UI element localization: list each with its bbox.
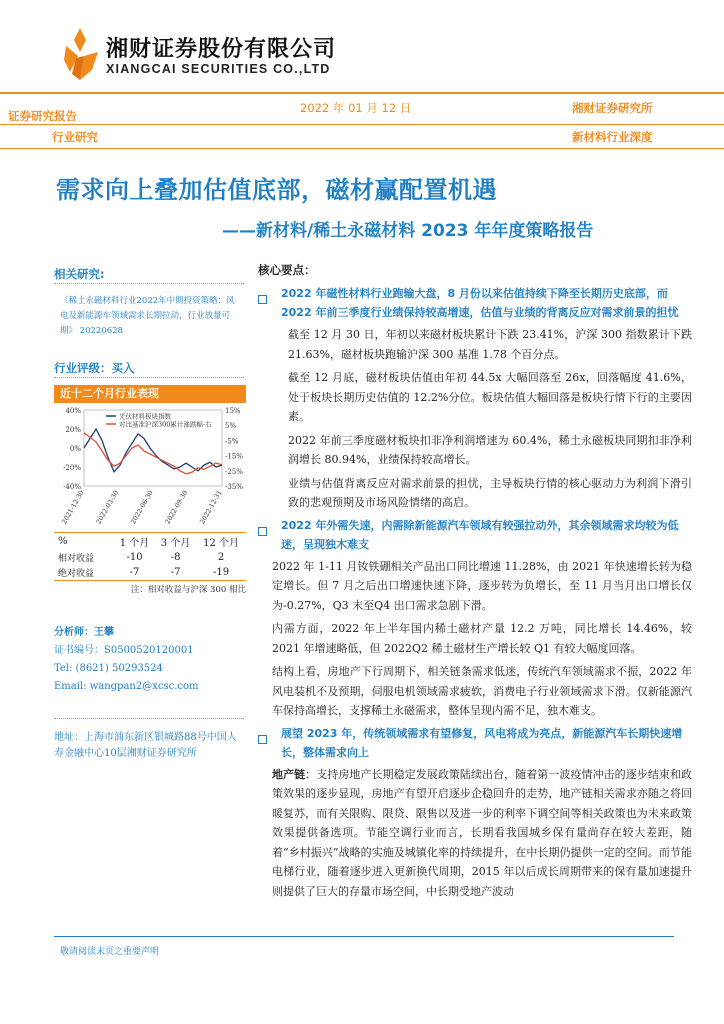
- bullet-2-para-2: 内需方面，2022 年上半年国内稀土磁材产量 12.2 万吨，同比增长 14.46%，较 2021 年增速略低，但 2022Q2 稀土磁材生产增长较 Q1 有较大幅度回落。: [272, 622, 692, 655]
- left-tick-label: 0%: [69, 445, 81, 453]
- analyst-name: 分析师：王攀: [54, 627, 114, 638]
- report-subcategory: 新材料行业深度: [572, 130, 653, 144]
- bullet-3-text: ：支持房地产长期稳定发展政策陆续出台，随着第一波疫情冲击的逐步结束和政策效果的逐步显现，房地产有望开启逐步企稳回升的走势，地产链相关需求亦随之将回暖复苏，而有关限购、限贷、限售以及进一步的利率下调空间等相关政策也为未来政策效果提供备选项。节能空调行业而言，长期看我国城乡保有量尚存在较大差距，随着“乡村振兴”战略的实施及城镇化率的持续提升，在中长期仍提供一定的空间。而节能电梯行业，随着逐步进入更新换代周期，2015 年以后成长周期带来的保有量加速提升则提供了巨大的存量市场空间，中长期受地产波动: [272, 767, 693, 898]
- table-bottom-line: [54, 580, 246, 581]
- table-row-label: 相对收益: [58, 554, 95, 564]
- x-tick-label: 2021-12-30: [60, 489, 86, 526]
- left-tick-label: -40%: [63, 483, 81, 491]
- table-row-label: 绝对收益: [58, 569, 95, 579]
- legend-label-2: 对比基准沪深300累计涨跌幅-右: [119, 420, 212, 429]
- related-research-label: 相关研究:: [54, 267, 105, 281]
- core-heading: 核心要点：: [258, 263, 316, 277]
- bullet-1-para-4: 业绩与估值背离反应对需求前景的担忧，主导板块行情的核心驱动力为利润下滑引致的悲观预期及市场风险情绪的高启。: [288, 476, 692, 509]
- report-category: 行业研究: [52, 130, 98, 144]
- rating-divider: [54, 377, 244, 378]
- left-tick-label: 40%: [65, 407, 81, 415]
- bullet-2-heading: 2022 年外需失速，内需除新能源汽车领域有较强拉动外，其余领域需求均较为低迷，呈现独木难支: [281, 518, 679, 551]
- bullet-square-icon: [258, 527, 267, 536]
- related-divider: [54, 283, 244, 284]
- report-subtitle: ——新材料/稀土永磁材料 2023 年年度策略报告: [222, 221, 594, 241]
- table-cell: -19: [212, 567, 230, 578]
- bullet-1-heading: 2022 年磁性材料行业跑输大盘，8 月份以来估值持续下降至长期历史底部，而 2022 年前三季度行业绩保持较高增速，估值与业绩的背离反应对需求前景的担忧: [281, 287, 679, 319]
- table-row: [54, 550, 246, 565]
- analyst-email[interactable]: Email: wangpan2@xcsc.com: [54, 681, 199, 692]
- analyst-tel: Tel: (8621) 50293524: [54, 663, 163, 674]
- right-tick-label: -25%: [225, 467, 243, 476]
- table-header-cell: 3 个月: [160, 538, 191, 549]
- header-top-line: [0, 92, 724, 94]
- company-name-en: XIANGCAI SECURITIES CO.,LTD: [106, 62, 331, 76]
- table-header-cell: 1 个月: [119, 538, 150, 549]
- right-tick-label: -35%: [225, 483, 243, 491]
- report-type: 证券研究报告: [8, 109, 77, 123]
- performance-table-wrap: [54, 532, 246, 595]
- report-title: 需求向上叠加估值底部，磁材赢配置机遇: [56, 176, 497, 204]
- bullet-3: [258, 724, 692, 762]
- table-cell: -8: [170, 552, 181, 563]
- table-cell: 2: [217, 552, 225, 563]
- bullet-square-icon: [258, 295, 267, 304]
- x-tick-label: 2022-09-30: [163, 489, 190, 526]
- right-tick-label: -5%: [225, 437, 239, 446]
- bullet-1-para-3: 2022 年前三季度磁材板块扣非净利润增速为 60.4%，稀土永磁板块同期扣非净利润增长 80.94%，业绩保持较高增长。: [288, 433, 692, 466]
- right-tick-label: -15%: [225, 452, 243, 461]
- analyst-cert: 证书编号：S0500520120001: [54, 645, 194, 656]
- series-line-1: [84, 429, 222, 472]
- industry-rating: 行业评级：买入: [54, 361, 135, 375]
- report-date: 2022 年 01 月 12 日: [300, 101, 412, 115]
- x-tick-label: 2022-12-31: [198, 489, 224, 526]
- table-note: 注：相对收益与沪深 300 相比: [130, 585, 246, 595]
- bullet-2-para-3: 结构上看，房地产下行周期下，相关链条需求低迷，传统汽车领域需求不振，2022 年风电装机不及预期，伺服电机领域需求疲软，消费电子行业领域需求下滑。仅新能源汽车保持高增长，支撑稀土永磁需求，整体呈现内需不足，独木难支。: [272, 665, 692, 717]
- company-logo: [62, 26, 100, 82]
- bullet-square-icon: [258, 735, 267, 744]
- bullet-3-heading: 展望 2023 年，传统领域需求有望修复，风电将成为亮点，新能源汽车长期快速增长，整体需求向上: [281, 726, 683, 759]
- right-tick-label: 15%: [225, 407, 241, 415]
- bullet-3-para-1: [258, 765, 692, 902]
- bullet-1: [258, 284, 692, 322]
- left-tick-label: 20%: [65, 426, 81, 434]
- address: 地址：上海市浦东新区银城路88号中国人寿金融中心10层湘财证券研究所: [54, 732, 237, 759]
- bullet-2: [258, 516, 692, 554]
- company-name-cn: 湘财证券股份有限公司: [106, 37, 337, 62]
- footer-line: [54, 936, 674, 937]
- left-tick-label: -20%: [63, 464, 81, 472]
- legend-label-1: 光伏材料板块指数: [119, 412, 171, 421]
- bullet-2-para-1: 2022 年 1-11 月钕铁硼相关产品出口同比增速 11.28%，由 2021 年快速增长转为稳定增长。但 7 月之后出口增速快速下降，逐步转为负增长，至 11 月当月出口增长仅为-0.27%，Q3 末至Q4 出口需求急剧下滑。: [272, 559, 692, 612]
- table-row: [54, 565, 246, 580]
- performance-chart-svg: [54, 404, 246, 526]
- related-research-text: 《稀土永磁材料行业2022年中期投资策略：风电及新能源车领域需求长期拉动，行业放量可期》 20220628: [60, 296, 235, 336]
- table-header-row: [54, 533, 246, 550]
- table-cell: -7: [129, 567, 140, 578]
- footer-disclaimer: 敬请阅读末页之重要声明: [60, 947, 160, 957]
- header-mid-line: [0, 124, 724, 125]
- x-tick-label: 2022-06-30: [129, 489, 155, 526]
- right-tick-label: 5%: [225, 422, 237, 431]
- performance-chart: [54, 404, 246, 526]
- table-cell: -10: [126, 552, 143, 563]
- analyst-block: [54, 624, 244, 696]
- analyst-divider: [54, 718, 244, 719]
- header-bottom-line: [0, 148, 724, 149]
- institute-name: 湘财证券研究所: [572, 101, 653, 115]
- core-content: [258, 262, 692, 901]
- table-cell: -7: [170, 567, 181, 578]
- logo-mark-icon: [62, 26, 100, 82]
- bullet-3-lead: 地产链: [272, 767, 306, 781]
- chart-title: 近十二个月行业表现: [54, 385, 246, 403]
- bullet-1-para-2: 截至 12 月底，磁材板块估值由年初 44.5x 大幅回落至 26x，回落幅度 41.6%，处于板块长期历史估值的 12.2%分位。板块估值大幅回落是板块行情下行的主要因素。: [288, 371, 692, 423]
- table-header-cell: %: [58, 536, 68, 547]
- x-tick-label: 2022-03-30: [94, 489, 121, 526]
- performance-table: [54, 533, 246, 580]
- table-header-cell: 12 个月: [203, 538, 239, 549]
- bullet-1-para-1: 截至 12 月 30 日，年初以来磁材板块累计下跌 23.41%，沪深 300 指数累计下跌 21.63%，磁材板块跑输沪深 300 基准 1.78 个百分点。: [288, 328, 692, 361]
